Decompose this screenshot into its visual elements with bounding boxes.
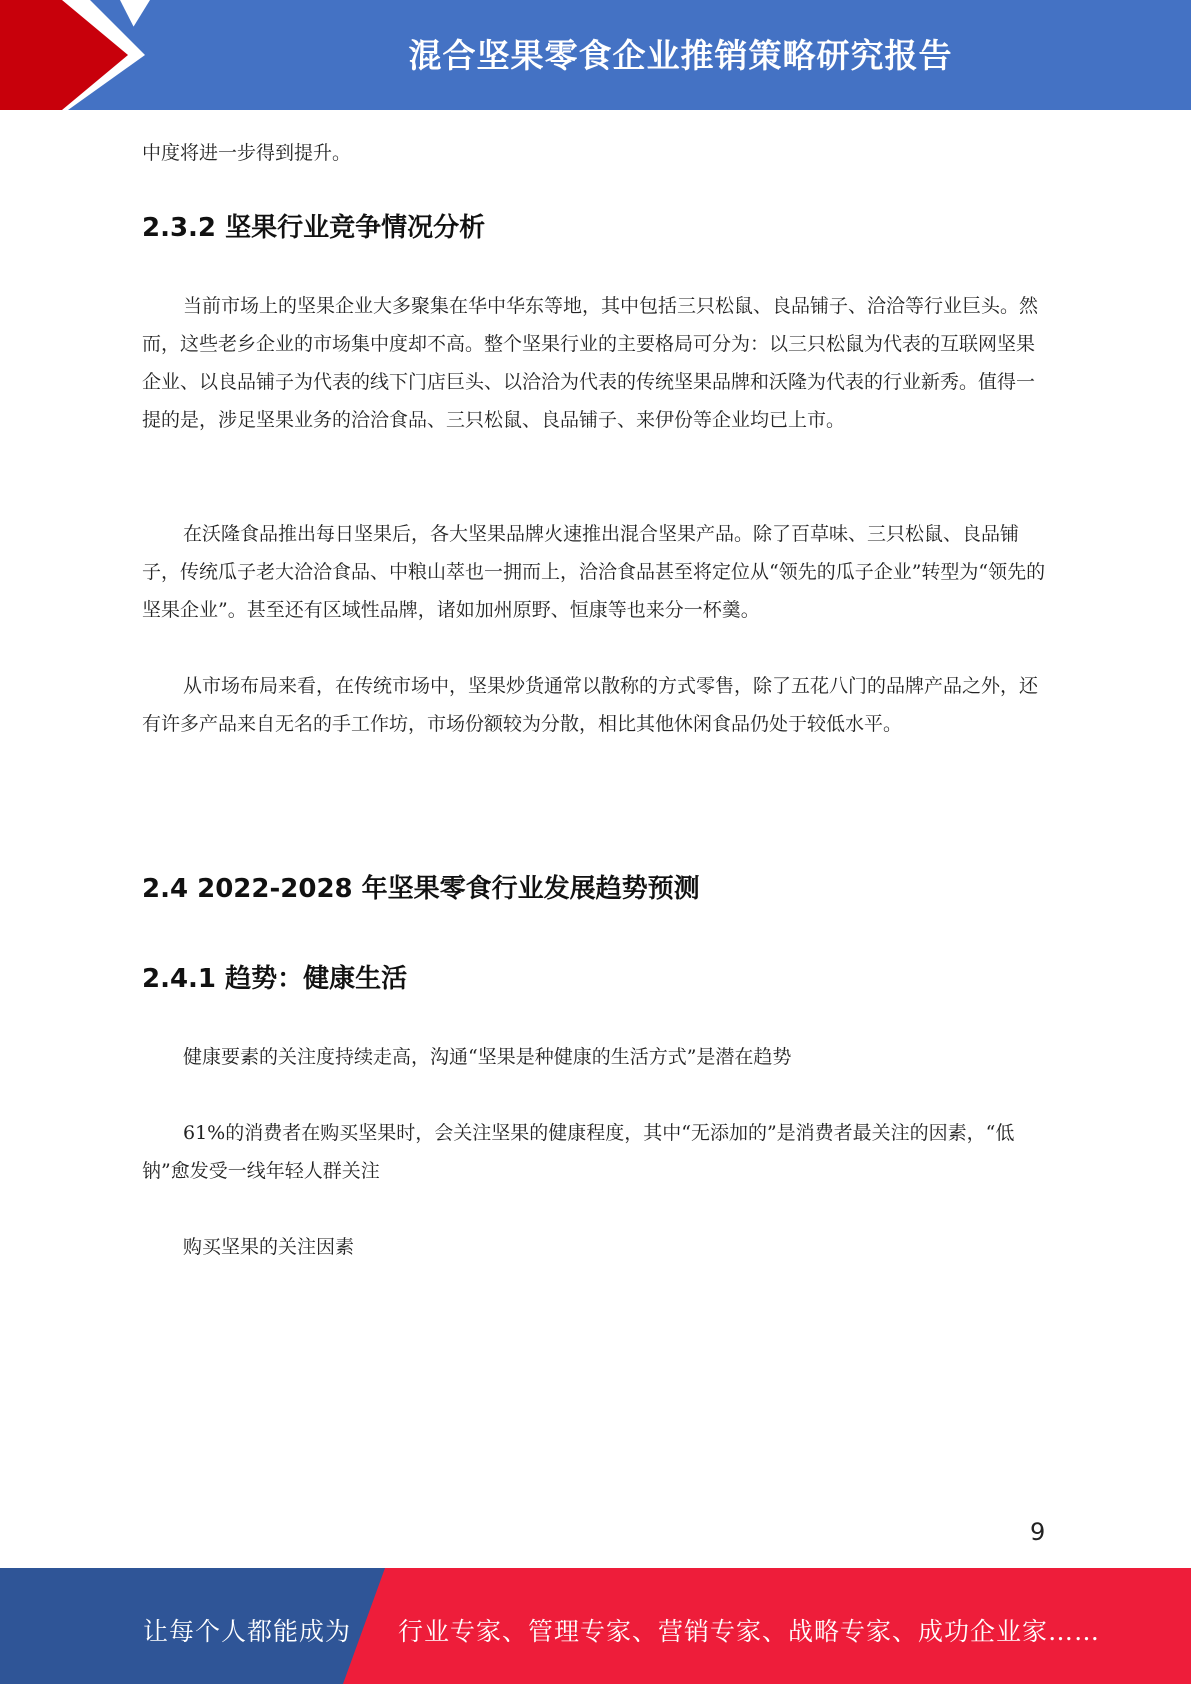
paragraph-continuation: 中度将进一步得到提升。 <box>142 142 352 164</box>
footer-slogan-left: 让每个人都能成为 <box>143 1617 352 1646</box>
page-footer <box>0 1568 1191 1684</box>
paragraph-market-structure: 当前市场上的坚果企业大多聚集在华中华东等地，其中包括三只松鼠、良品铺子、洽洽等行业巨头。然而，这些老乡企业的市场集中度却不高。整个坚果行业的主要格局可分为：以三只松鼠为代表的互联网坚果企业、以良品铺子为代表的线下门店巨头、以洽洽为代表的传统坚果品牌和沃隆为代表的行业新秀。值得一提的是，涉足坚果业务的洽洽食品、三只松鼠、良品铺子、来伊份等企业均已上市。 <box>142 295 1039 431</box>
paragraph-health-trend: 健康要素的关注度持续走高，沟通“坚果是种健康的生活方式”是潜在趋势 <box>183 1046 792 1068</box>
paragraph-mixed-nuts-brands: 在沃隆食品推出每日坚果后，各大坚果品牌火速推出混合坚果产品。除了百草味、三只松鼠、良品铺子，传统瓜子老大洽洽食品、中粮山萃也一拥而上，洽洽食品甚至将定位从“领先的瓜子企业”转型为“领先的坚果企业”。甚至还有区域性品牌，诸如加州原野、恒康等也来分一杯羹。 <box>142 523 1046 621</box>
section-heading-2-4-1: 2.4.1 趋势：健康生活 <box>142 964 408 994</box>
figure-caption-purchase-factors: 购买坚果的关注因素 <box>183 1236 355 1258</box>
paragraph-market-layout: 从市场布局来看，在传统市场中，坚果炒货通常以散称的方式零售，除了五花八门的品牌产品之外，还有许多产品来自无名的手工作坊，市场份额较为分散，相比其他休闲食品仍处于较低水平。 <box>142 675 1039 735</box>
paragraph-consumer-health-focus: 61%的消费者在购买坚果时，会关注坚果的健康程度，其中“无添加的”是消费者最关注的因素，“低钠”愈发受一线年轻人群关注 <box>142 1122 1015 1182</box>
section-heading-2-4: 2.4 2022-2028 年坚果零食行业发展趋势预测 <box>142 874 700 904</box>
header-chevron-decoration <box>0 0 160 110</box>
footer-slogan-right: 行业专家、管理专家、营销专家、战略专家、成功企业家…… <box>398 1617 1101 1646</box>
report-title: 混合坚果零食企业推销策略研究报告 <box>408 36 953 75</box>
page-header <box>0 0 1191 110</box>
section-heading-2-3-2: 2.3.2 坚果行业竞争情况分析 <box>142 213 486 243</box>
page-number: 9 <box>1030 1518 1046 1546</box>
